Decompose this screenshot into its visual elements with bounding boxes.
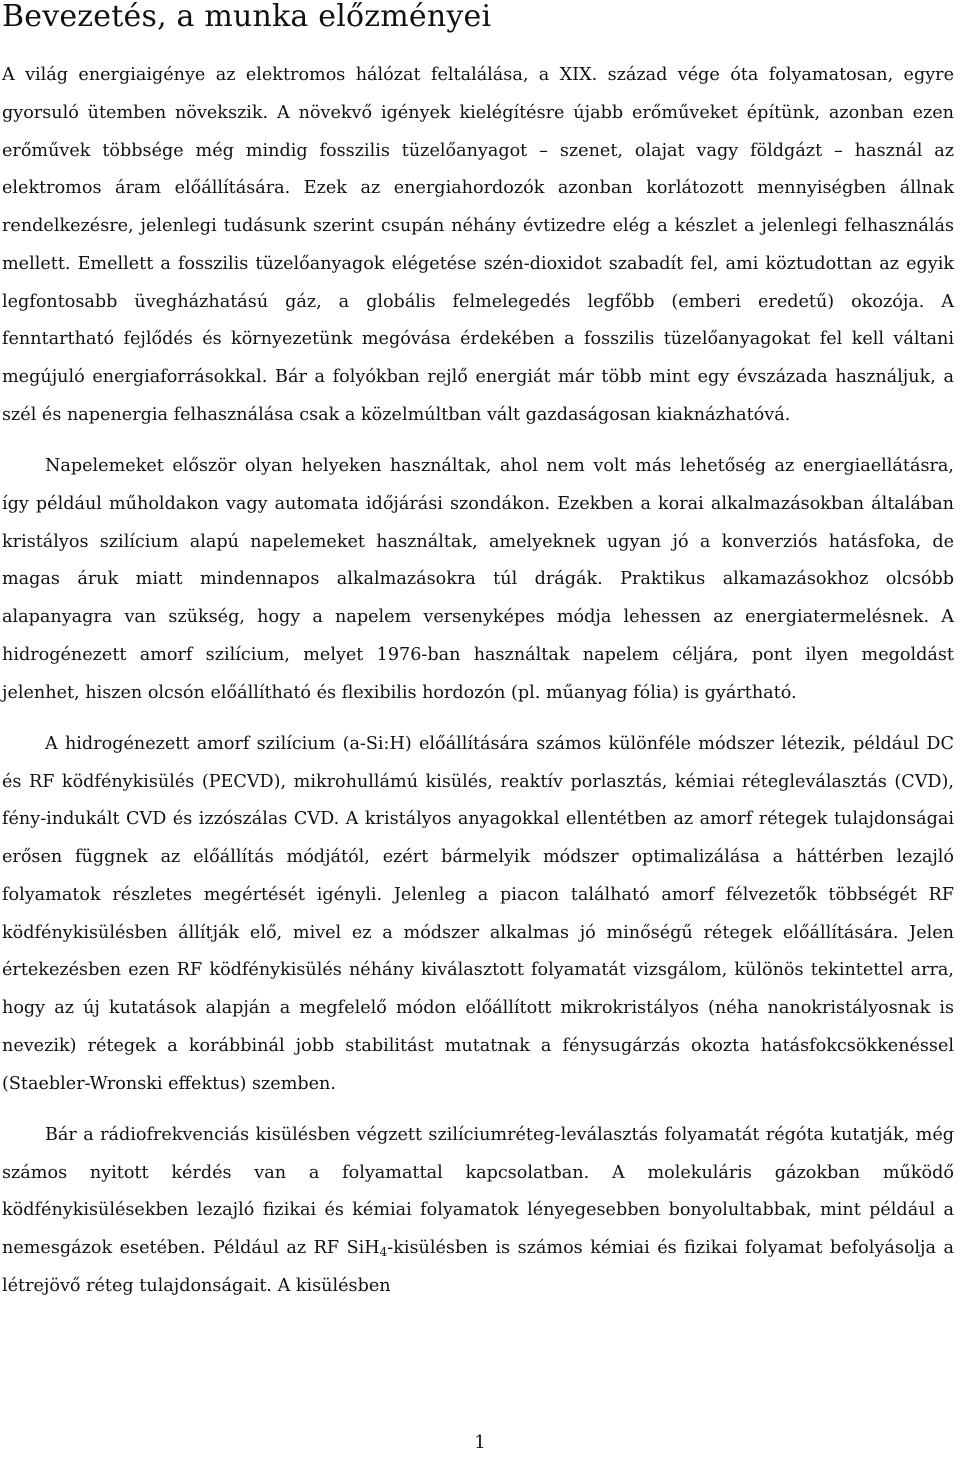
paragraph-4-text-end: -kisülésben is számos kémiai és fizikai folyamat befolyásolja a létrejövő réteg tulajdonságait. A kisülésben: [2, 1238, 954, 1296]
page-number: 1: [474, 1432, 486, 1453]
paragraph-3: A hidrogénezett amorf szilícium (a-Si:H) előállítására számos különféle módszer létezik, például DC és RF ködfénykisülés (PECVD), mikrohullámú kisülés, reaktív porlasztás, kémiai rétegleválasztás (CVD), fény-indukált CVD és izzószálas CVD. A kristályos anyagokkal ellentétben az amorf rétegek tulajdonságai erősen függnek az előállítás módjától, ezért bármelyik módszer optimalizálása a háttérben lezajló folyamatok részletes megértését igényli. Jelenleg a piacon található amorf félvezetők többségét RF ködfénykisülésben állítják elő, mivel ez a módszer alkalmas jó minőségű rétegek előállítására. Jelen értekezésben ezen RF ködfénykisülés néhány kiválasztott folyamatát vizsgálom, különös tekintettel arra, hogy az új kutatások alapján a megfelelő módon előállított mikrokristályos (néha nanokristályosnak is nevezik) rétegek a korábbinál jobb stabilitást mutatnak a fénysugárzás okozta hatásfokcsökkenéssel (Staebler-Wronski effektus) szemben.: [2, 733, 954, 1094]
section-title: Bevezetés, a munka előzményei: [2, 0, 492, 34]
paragraph-4-text-start: Bár a rádiofrekvenciás kisülésben végzett szilíciumréteg-leválasztás folyamatát régóta kutatják, még számos nyitott kérdés van a folyamattal kapcsolatban. A molekuláris gázokban működő ködfénykisülésekben lezajló fizikai és kémiai folyamatok lényegesebben bonyolultabbak, mint például a nemesgázok esetében. Például az RF SiH: [2, 1124, 954, 1258]
paragraph-1: A világ energiaigénye az elektromos hálózat feltalálása, a XIX. század vége óta folyamatosan, egyre gyorsuló ütemben növekszik. A növekvő igények kielégítésre újabb erőműveket építünk, azonban ezen erőművek többsége még mindig fosszilis tüzelőanyagot – szenet, olajat vagy földgázt – használ az elektromos áram előállítására. Ezek az energiahordozók azonban korlátozott mennyiségben állnak rendelkezésre, jelenlegi tudásunk szerint csupán néhány évtizedre elég a készlet a jelenlegi felhasználás mellett. Emellett a fosszilis tüzelőanyagok elégetése szén-dioxidot szabadít fel, ami köztudottan az egyik legfontosabb üvegházhatású gáz, a globális felmelegedés legfőbb (emberi eredetű) okozója. A fenntartható fejlődés és környezetünk megóvása érdekében a fosszilis tüzelőanyagokat fel kell váltani megújuló energiaforrásokkal. Bár a folyókban rejlő energiát már több mint egy évszázada használjuk, a szél és napenergia felhasználása csak a közelmúltban vált gazdaságosan kiaknázhatóvá.: [2, 65, 954, 425]
body-text: [2, 57, 954, 1306]
paragraph-4: [2, 1117, 954, 1306]
paragraph-2: Napelemeket először olyan helyeken használtak, ahol nem volt más lehetőség az energiaellátásra, így például műholdakon vagy automata időjárási szondákon. Ezekben a korai alkalmazásokban általában kristályos szilícium alapú napelemeket használtak, amelyeknek ugyan jó a konverziós hatásfoka, de magas áruk miatt mindennapos alkalmazásokra túl drágák. Praktikus alkamazásokhoz olcsóbb alapanyagra van szükség, hogy a napelem versenyképes módja lehessen az energiatermelésnek. A hidrogénezett amorf szilícium, melyet 1976-ban használtak napelem céljára, pont ilyen megoldást jelenhet, hiszen olcsón előállítható és flexibilis hordozón (pl. műanyag fólia) is gyártható.: [2, 456, 954, 703]
sih4-subscript: 4: [379, 1245, 388, 1259]
